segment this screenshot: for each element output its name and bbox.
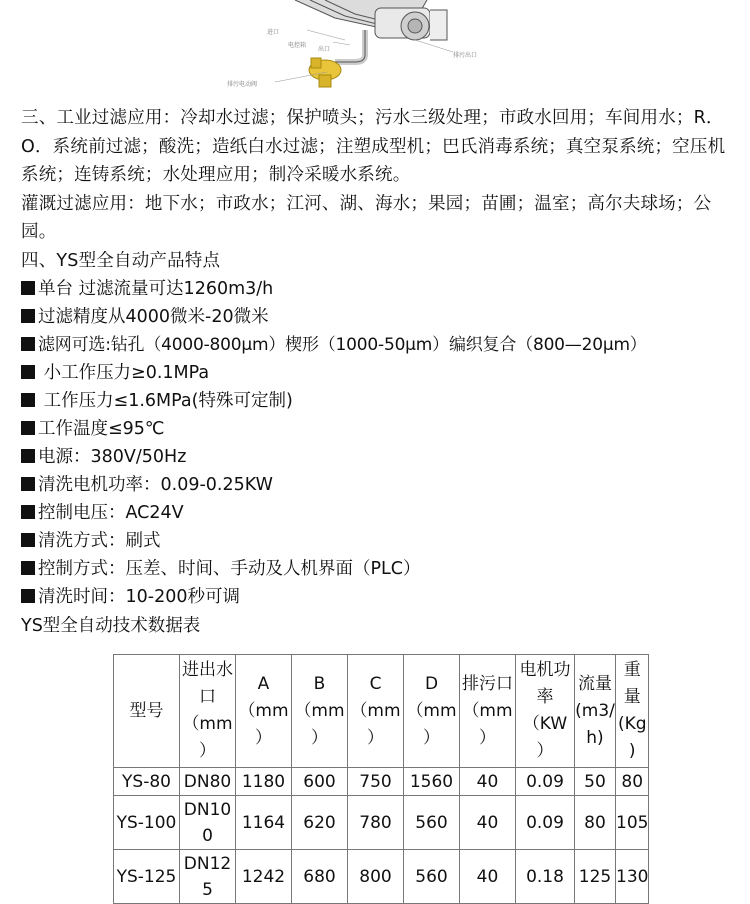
label-outlet: 出口 bbox=[318, 46, 331, 53]
bullet-square-icon bbox=[21, 477, 35, 491]
bullet-square-icon bbox=[21, 309, 35, 323]
header-line: 口 bbox=[199, 687, 216, 707]
table-cell bbox=[460, 768, 516, 796]
header-line: 进出水 bbox=[182, 660, 233, 680]
table-cell bbox=[404, 768, 460, 796]
bullet-square-icon bbox=[21, 365, 35, 379]
table-cell bbox=[616, 768, 649, 796]
header-line: （mm bbox=[182, 714, 233, 734]
table-cell bbox=[404, 796, 460, 850]
bullet-square-icon bbox=[21, 589, 35, 603]
table-cell bbox=[236, 850, 292, 904]
cell-line: 0.09 bbox=[526, 771, 564, 792]
table-cell bbox=[616, 850, 649, 904]
table-cell bbox=[516, 850, 575, 904]
product-illustration bbox=[215, 0, 515, 95]
table-cell bbox=[404, 850, 460, 904]
feature-item: 单台 过滤流量可达1260m3/h bbox=[21, 275, 733, 303]
table-cell bbox=[292, 768, 348, 796]
table-cell bbox=[114, 768, 180, 796]
cell-line: 40 bbox=[476, 771, 499, 792]
header-line: （mm bbox=[462, 700, 513, 721]
table-row bbox=[114, 768, 649, 796]
cell-line: 600 bbox=[303, 771, 336, 792]
table-header-cell bbox=[460, 655, 516, 768]
header-line: A bbox=[257, 673, 270, 694]
cell-line: 5 bbox=[202, 879, 213, 900]
feature-item: 工作温度≤95℃ bbox=[21, 415, 733, 443]
table-body bbox=[114, 768, 649, 904]
cell-line: 680 bbox=[303, 866, 336, 887]
header-line: ） bbox=[367, 727, 384, 748]
table-row bbox=[114, 796, 649, 850]
label-drain-outlet: 排污出口 bbox=[453, 52, 478, 59]
bullet-square-icon bbox=[21, 561, 35, 575]
table-row bbox=[114, 850, 649, 904]
cell-line: DN10 bbox=[183, 799, 232, 820]
header-line: C bbox=[369, 673, 382, 694]
cell-line: 1560 bbox=[409, 771, 454, 792]
label-drain-valve: 排污电动阀 bbox=[227, 81, 258, 88]
cell-line: 125 bbox=[578, 866, 612, 887]
features-heading: 四、YS型全自动产品特点 bbox=[21, 250, 221, 271]
table-cell bbox=[292, 850, 348, 904]
table-cell bbox=[348, 850, 404, 904]
header-line: ） bbox=[311, 727, 328, 748]
table-cell bbox=[348, 796, 404, 850]
table-header-cell bbox=[616, 655, 649, 768]
header-line: 流量 bbox=[578, 673, 612, 694]
feature-item: 控制电压：AC24V bbox=[21, 499, 733, 527]
label-control-box: 电控箱 bbox=[288, 42, 307, 49]
table-title: YS型全自动技术数据表 bbox=[21, 616, 201, 636]
cell-line: 130 bbox=[616, 866, 649, 887]
header-line: ） bbox=[536, 741, 554, 761]
header-line: ） bbox=[255, 727, 272, 748]
bullet-square-icon bbox=[21, 421, 35, 435]
bullet-square-icon bbox=[21, 281, 35, 295]
table-cell bbox=[180, 796, 236, 850]
table-cell bbox=[236, 796, 292, 850]
bullet-square-icon bbox=[21, 393, 35, 407]
header-line: 量 bbox=[623, 687, 641, 707]
cell-line: 0.09 bbox=[526, 812, 564, 833]
feature-item: 工作压力≤1.6MPa(特殊可定制) bbox=[21, 387, 733, 415]
table-cell bbox=[575, 768, 616, 796]
filter-machine-drawing bbox=[215, 0, 515, 95]
header-line: (m3/ bbox=[575, 700, 615, 721]
table-cell bbox=[348, 768, 404, 796]
header-line: （mm bbox=[350, 700, 401, 721]
feature-item: 过滤精度从4000微米-20微米 bbox=[21, 303, 733, 331]
table-header-cell bbox=[292, 655, 348, 768]
table-header-cell bbox=[236, 655, 292, 768]
feature-item: 滤网可选:钻孔（4000-800μm）楔形（1000-50μm）编织复合（800—20μm） bbox=[21, 331, 733, 359]
table-cell bbox=[516, 796, 575, 850]
table-cell bbox=[516, 768, 575, 796]
cell-line: YS-100 bbox=[116, 812, 177, 833]
header-line: ) bbox=[628, 741, 636, 761]
cell-line: DN12 bbox=[183, 853, 232, 874]
table-cell bbox=[460, 850, 516, 904]
header-line: 电机功 bbox=[519, 660, 571, 680]
industrial-applications: 三、工业过滤应用：冷却水过滤；保护喷头；污水三级处理；市政水回用；车间用水；R．O．系统前过滤；酸洗；造纸白水过滤；注塑成型机；巴氏消毒系统；真空泵系统；空压机系统；连铸系统；水处理应用；制冷采暖水系统。 bbox=[21, 108, 726, 185]
header-line: （mm bbox=[238, 700, 289, 721]
bullet-square-icon bbox=[21, 337, 35, 351]
cell-line: 620 bbox=[303, 812, 336, 833]
table-header-cell bbox=[516, 655, 575, 768]
table-cell bbox=[180, 850, 236, 904]
cell-line: 80 bbox=[584, 812, 606, 833]
table-cell bbox=[575, 796, 616, 850]
table-cell bbox=[180, 768, 236, 796]
header-line: ） bbox=[199, 741, 216, 761]
content-text bbox=[21, 104, 733, 640]
header-line: （KW bbox=[522, 714, 568, 734]
header-line: 率 bbox=[536, 687, 554, 707]
header-line: ） bbox=[423, 727, 440, 748]
header-line: 型号 bbox=[129, 700, 164, 721]
header-line: 重 bbox=[623, 660, 641, 680]
feature-item: 清洗方式：刷式 bbox=[21, 527, 733, 555]
cell-line: 40 bbox=[476, 812, 499, 833]
table-header-cell bbox=[114, 655, 180, 768]
table-header-row bbox=[114, 655, 649, 768]
cell-line: 750 bbox=[359, 771, 392, 792]
table-header-cell bbox=[404, 655, 460, 768]
header-line: (Kg bbox=[617, 714, 647, 734]
cell-line: 0 bbox=[202, 825, 213, 846]
cell-line: 560 bbox=[415, 812, 448, 833]
cell-line: 780 bbox=[359, 812, 392, 833]
cell-line: 1164 bbox=[241, 812, 286, 833]
cell-line: 1242 bbox=[241, 866, 286, 887]
bullet-square-icon bbox=[21, 449, 35, 463]
header-line: （mm bbox=[406, 700, 457, 721]
spec-table bbox=[113, 654, 649, 904]
cell-line: 50 bbox=[584, 771, 606, 792]
table-cell bbox=[114, 850, 180, 904]
table-cell bbox=[616, 796, 649, 850]
table-cell bbox=[236, 768, 292, 796]
table-cell bbox=[292, 796, 348, 850]
cell-line: 105 bbox=[616, 812, 649, 833]
feature-item: 清洗时间：10-200秒可调 bbox=[21, 583, 733, 611]
bullet-square-icon bbox=[21, 533, 35, 547]
table-header-cell bbox=[180, 655, 236, 768]
table-cell bbox=[114, 796, 180, 850]
cell-line: 1180 bbox=[241, 771, 286, 792]
feature-item: 电源：380V/50Hz bbox=[21, 443, 733, 471]
header-line: D bbox=[424, 673, 439, 694]
cell-line: 40 bbox=[476, 866, 499, 887]
cell-line: DN80 bbox=[183, 771, 232, 792]
cell-line: 800 bbox=[359, 866, 392, 887]
label-inlet: 进口 bbox=[267, 29, 280, 36]
cell-line: 80 bbox=[621, 771, 644, 792]
header-line: B bbox=[313, 673, 326, 694]
table-cell bbox=[460, 796, 516, 850]
header-line: ） bbox=[479, 727, 496, 748]
bullet-square-icon bbox=[21, 505, 35, 519]
table-header-cell bbox=[575, 655, 616, 768]
cell-line: YS-80 bbox=[122, 771, 171, 792]
cell-line: 0.18 bbox=[526, 866, 564, 887]
header-line: h) bbox=[586, 727, 604, 748]
cell-line: YS-125 bbox=[116, 866, 177, 887]
table-cell bbox=[575, 850, 616, 904]
feature-item: 小工作压力≥0.1MPa bbox=[21, 359, 733, 387]
cell-line: 560 bbox=[415, 866, 448, 887]
header-line: 排污口 bbox=[462, 673, 513, 694]
irrigation-applications: 灌溉过滤应用：地下水；市政水；江河、湖、海水；果园；苗圃；温室；高尔夫球场；公园。 bbox=[21, 193, 712, 242]
table-header-cell bbox=[348, 655, 404, 768]
feature-item: 控制方式：压差、时间、手动及人机界面（PLC） bbox=[21, 555, 733, 583]
header-line: （mm bbox=[294, 700, 345, 721]
feature-item: 清洗电机功率：0.09-0.25KW bbox=[21, 471, 733, 499]
